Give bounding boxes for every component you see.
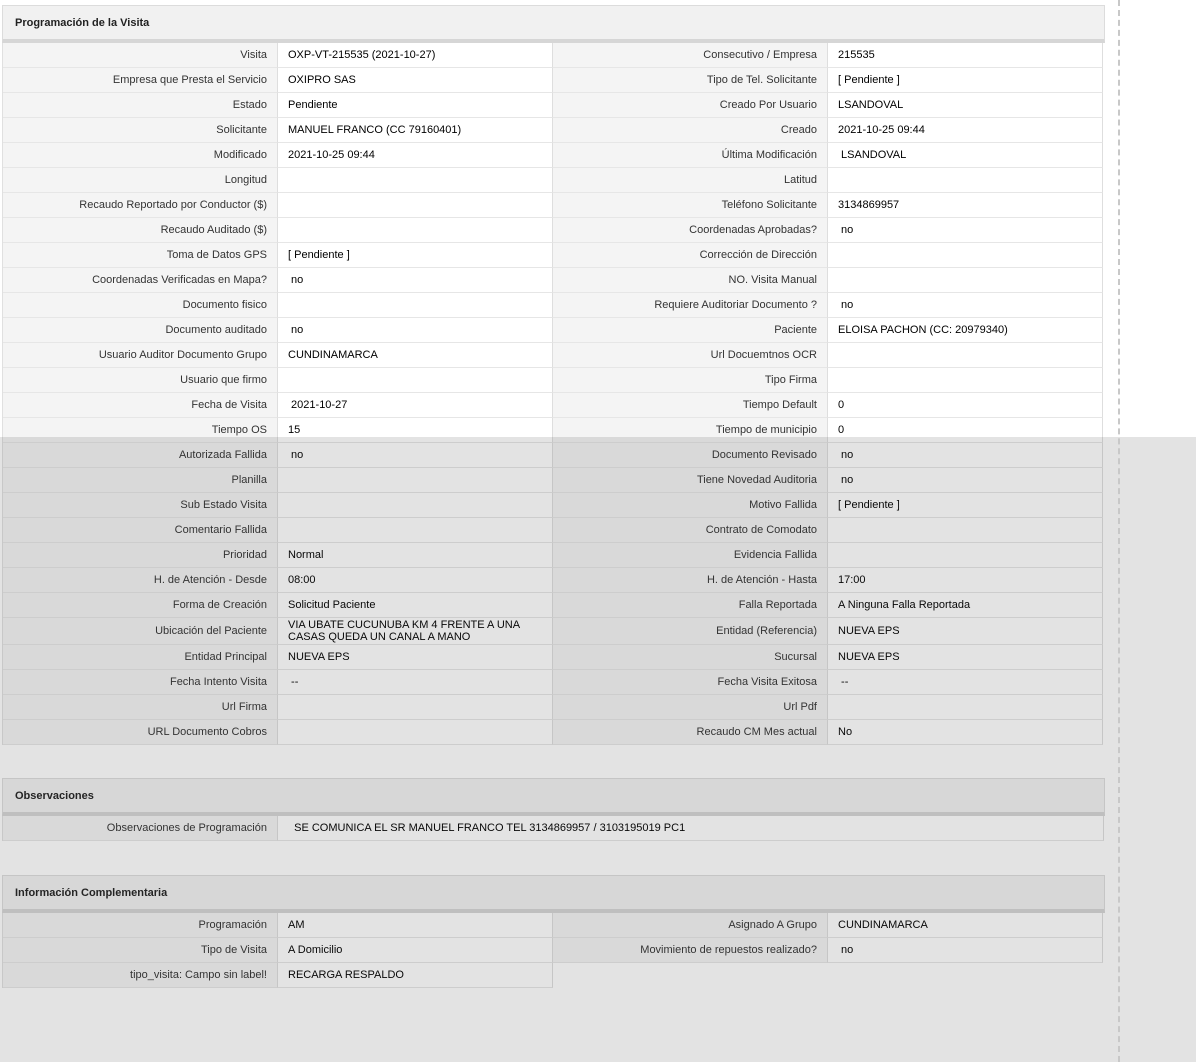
label-text: Tiene Novedad Auditoria [696, 474, 817, 486]
field-label [553, 468, 828, 493]
field-value [828, 268, 1103, 293]
table-row [3, 218, 1105, 243]
field-label [553, 143, 828, 168]
label-text: Creado [780, 124, 817, 136]
field-value [278, 468, 553, 493]
field-label [3, 593, 278, 618]
value-text: CUNDINAMARCA [288, 349, 378, 361]
field-label [553, 913, 828, 938]
field-label [3, 318, 278, 343]
label-text: Coordenadas Aprobadas? [689, 224, 817, 236]
label-text: Tiempo OS [211, 424, 267, 436]
field-label [3, 695, 278, 720]
value-text: Normal [288, 549, 324, 561]
value-text: no [288, 274, 304, 286]
field-label [3, 393, 278, 418]
field-label [553, 418, 828, 443]
table-row [3, 645, 1105, 670]
field-value [278, 518, 553, 543]
section-header-complementaria [2, 875, 1105, 913]
field-value [828, 543, 1103, 568]
value-text: 0 [838, 399, 845, 411]
field-value [278, 963, 553, 988]
label-text: Consecutivo / Empresa [703, 49, 817, 61]
table-row [3, 938, 1105, 963]
label-text: NO. Visita Manual [728, 274, 817, 286]
label-text: Latitud [783, 174, 817, 186]
field-value [828, 695, 1103, 720]
table-row [3, 543, 1105, 568]
value-text: No [838, 726, 853, 738]
observaciones-text: SE COMUNICA EL SR MANUEL FRANCO TEL 3134869957 / 3103195019 PC1 [288, 822, 686, 834]
table-row [3, 518, 1105, 543]
field-label [3, 343, 278, 368]
table-row [3, 816, 1105, 841]
table-row [3, 568, 1105, 593]
label-text: URL Documento Cobros [147, 726, 267, 738]
field-value [828, 670, 1103, 695]
field-label [553, 268, 828, 293]
label-text: Modificado [213, 149, 267, 161]
field-value [828, 568, 1103, 593]
field-label [553, 43, 828, 68]
label-text: Recaudo CM Mes actual [696, 726, 817, 738]
label-text: Corrección de Dirección [699, 249, 817, 261]
field-label [3, 543, 278, 568]
field-label [3, 368, 278, 393]
field-value [278, 618, 553, 645]
label-text: Entidad Principal [184, 651, 267, 663]
field-label [553, 568, 828, 593]
field-label [3, 93, 278, 118]
value-text: AM [288, 919, 305, 931]
dashed-divider [1118, 0, 1120, 1062]
complementaria-grid [2, 913, 1105, 988]
value-text: -- [838, 676, 849, 688]
label-text: Usuario que firmo [180, 374, 267, 386]
table-row [3, 418, 1105, 443]
field-label [3, 243, 278, 268]
field-value [828, 443, 1103, 468]
field-value [828, 368, 1103, 393]
label-text: Tipo de Visita [200, 944, 267, 956]
field-value [828, 393, 1103, 418]
value-text: 0 [838, 424, 845, 436]
label-text: Url Firma [221, 701, 267, 713]
field-value [278, 68, 553, 93]
table-row [3, 243, 1105, 268]
value-text: CUNDINAMARCA [838, 919, 928, 931]
field-label [3, 963, 278, 988]
field-value [828, 218, 1103, 243]
label-text: Solicitante [216, 124, 267, 136]
value-text: A Ninguna Falla Reportada [838, 599, 971, 611]
field-label [553, 93, 828, 118]
value-text: Solicitud Paciente [288, 599, 376, 611]
label-text: Estado [232, 99, 267, 111]
field-value [278, 193, 553, 218]
value-text: 3134869957 [838, 199, 900, 211]
field-label [3, 645, 278, 670]
value-text: ELOISA PACHON (CC: 20979340) [838, 324, 1008, 336]
label-text: Programación [198, 919, 267, 931]
label-text: Fecha Visita Exitosa [717, 676, 817, 688]
value-text: LSANDOVAL [838, 99, 904, 111]
table-row [3, 670, 1105, 695]
label-text: Asignado A Grupo [728, 919, 817, 931]
value-text: 2021-10-25 09:44 [288, 149, 375, 161]
value-text: 08:00 [288, 574, 316, 586]
field-label [3, 193, 278, 218]
table-row [3, 593, 1105, 618]
label-text: Movimiento de repuestos realizado? [640, 944, 817, 956]
table-row [3, 468, 1105, 493]
table-row [3, 43, 1105, 68]
table-row [3, 293, 1105, 318]
field-label [3, 418, 278, 443]
field-value [828, 645, 1103, 670]
value-text: LSANDOVAL [838, 149, 907, 161]
field-label [3, 43, 278, 68]
field-value [828, 913, 1103, 938]
label-text: Empresa que Presta el Servicio [112, 74, 267, 86]
field-value [278, 118, 553, 143]
field-label [3, 938, 278, 963]
label-text: Url Pdf [783, 701, 817, 713]
section-header-observaciones [2, 778, 1105, 816]
section-title: Observaciones [15, 790, 94, 802]
value-text: Pendiente [288, 99, 338, 111]
field-value [278, 816, 1104, 841]
label-text: Ubicación del Paciente [155, 625, 267, 637]
field-label [3, 518, 278, 543]
field-value [828, 93, 1103, 118]
value-text: MANUEL FRANCO (CC 79160401) [288, 124, 462, 136]
label-text: Tiempo Default [742, 399, 817, 411]
field-value [828, 720, 1103, 745]
label-text: Longitud [224, 174, 267, 186]
label-text: Contrato de Comodato [705, 524, 817, 536]
label-text: H. de Atención - Hasta [706, 574, 817, 586]
field-value [828, 343, 1103, 368]
table-row [3, 193, 1105, 218]
value-text: no [838, 474, 854, 486]
field-value [278, 913, 553, 938]
field-label [3, 568, 278, 593]
field-label [553, 68, 828, 93]
field-value [278, 43, 553, 68]
field-label [553, 393, 828, 418]
field-value [828, 518, 1103, 543]
field-label [3, 118, 278, 143]
value-text: no [838, 449, 854, 461]
field-value [828, 143, 1103, 168]
field-value [828, 43, 1103, 68]
field-label [3, 68, 278, 93]
value-text: RECARGA RESPALDO [288, 969, 404, 981]
label-text: Documento auditado [165, 324, 267, 336]
table-row [3, 720, 1105, 745]
field-value [278, 443, 553, 468]
section-header-programacion [2, 5, 1105, 43]
table-row [3, 318, 1105, 343]
value-text: OXIPRO SAS [288, 74, 356, 86]
label-text: H. de Atención - Desde [153, 574, 267, 586]
label-text: tipo_visita: Campo sin label! [130, 969, 267, 981]
field-value [278, 938, 553, 963]
field-value [278, 318, 553, 343]
field-label [3, 720, 278, 745]
field-label [553, 593, 828, 618]
field-value [278, 720, 553, 745]
label-text: Tipo de Tel. Solicitante [706, 74, 817, 86]
label-text: Recaudo Reportado por Conductor ($) [79, 199, 267, 211]
label-text: Documento Revisado [711, 449, 817, 461]
field-value [828, 118, 1103, 143]
value-text: 17:00 [838, 574, 866, 586]
value-text: no [288, 324, 304, 336]
section-title: Información Complementaria [15, 887, 168, 899]
table-row [3, 93, 1105, 118]
field-label [553, 618, 828, 645]
label-text: Documento fisico [182, 299, 267, 311]
value-text: no [838, 299, 854, 311]
label-text: Autorizada Fallida [178, 449, 267, 461]
table-row [3, 913, 1105, 938]
table-row [3, 268, 1105, 293]
field-label [3, 443, 278, 468]
table-row [3, 68, 1105, 93]
field-value [828, 318, 1103, 343]
value-text: NUEVA EPS [288, 651, 350, 663]
label-text: Sucursal [774, 651, 817, 663]
value-text: [ Pendiente ] [838, 74, 900, 86]
field-label [3, 493, 278, 518]
field-value [828, 468, 1103, 493]
label-text: Visita [240, 49, 267, 61]
field-label [3, 618, 278, 645]
field-value [828, 493, 1103, 518]
field-value [278, 268, 553, 293]
table-row [3, 168, 1105, 193]
field-value [828, 168, 1103, 193]
field-label [553, 368, 828, 393]
value-text: no [838, 224, 854, 236]
label-text: Tipo Firma [764, 374, 817, 386]
value-text: OXP-VT-215535 (2021-10-27) [288, 49, 436, 61]
value-text: 215535 [838, 49, 875, 61]
label-text: Última Modificación [721, 149, 817, 161]
field-value [828, 293, 1103, 318]
field-value [278, 343, 553, 368]
value-text: NUEVA EPS [838, 625, 900, 637]
field-label [553, 645, 828, 670]
field-value [278, 93, 553, 118]
label-text: Entidad (Referencia) [716, 625, 817, 637]
field-value [278, 670, 553, 695]
field-label: Observaciones de Programación [3, 816, 278, 841]
value-text: A Domicilio [288, 944, 343, 956]
label-text: Teléfono Solicitante [721, 199, 817, 211]
field-value [828, 593, 1103, 618]
value-text: no [288, 449, 304, 461]
field-label [3, 468, 278, 493]
table-row [3, 393, 1105, 418]
field-label [553, 343, 828, 368]
label-text: Fecha de Visita [191, 399, 267, 411]
field-label [553, 318, 828, 343]
table-row [3, 368, 1105, 393]
observaciones-grid [2, 816, 1105, 841]
label-text: Url Docuemtnos OCR [710, 349, 817, 361]
field-value [278, 293, 553, 318]
field-label [553, 493, 828, 518]
label-text: Planilla [231, 474, 267, 486]
field-value [828, 418, 1103, 443]
field-label [3, 168, 278, 193]
value-text: 2021-10-27 [288, 399, 348, 411]
field-value [828, 243, 1103, 268]
field-value [278, 368, 553, 393]
field-value [278, 168, 553, 193]
field-value [278, 695, 553, 720]
label-text: Toma de Datos GPS [166, 249, 267, 261]
field-label [3, 218, 278, 243]
field-label [3, 913, 278, 938]
value-text: 15 [288, 424, 301, 436]
field-label [553, 670, 828, 695]
field-label [553, 695, 828, 720]
field-label [3, 670, 278, 695]
label-text: Recaudo Auditado ($) [160, 224, 267, 236]
table-row [3, 143, 1105, 168]
field-value [828, 938, 1103, 963]
field-label [553, 938, 828, 963]
field-value [278, 243, 553, 268]
label-text: Paciente [774, 324, 817, 336]
field-value [278, 568, 553, 593]
field-label [553, 293, 828, 318]
field-value [278, 593, 553, 618]
value-text: -- [288, 676, 299, 688]
value-text: no [838, 944, 854, 956]
visit-detail-page [2, 5, 1105, 988]
label-text: Coordenadas Verificadas en Mapa? [92, 274, 267, 286]
label-text: Evidencia Fallida [733, 549, 817, 561]
table-row [3, 618, 1105, 645]
field-label [553, 518, 828, 543]
label-text: Comentario Fallida [174, 524, 267, 536]
label-text: Motivo Fallida [749, 499, 817, 511]
table-row [3, 118, 1105, 143]
field-label [3, 143, 278, 168]
table-row [3, 443, 1105, 468]
field-value [278, 218, 553, 243]
table-row [3, 493, 1105, 518]
table-row [3, 343, 1105, 368]
value-text: NUEVA EPS [838, 651, 900, 663]
table-row [3, 963, 1105, 988]
label-text: Sub Estado Visita [180, 499, 267, 511]
field-label [553, 443, 828, 468]
label-text: Tiempo de municipio [715, 424, 817, 436]
field-label [553, 543, 828, 568]
label-text: Creado Por Usuario [719, 99, 817, 111]
programacion-grid [2, 43, 1105, 745]
field-value [828, 618, 1103, 645]
field-label [553, 168, 828, 193]
table-row [3, 695, 1105, 720]
field-value [278, 543, 553, 568]
value-text: 2021-10-25 09:44 [838, 124, 925, 136]
field-label [553, 193, 828, 218]
label-text: Forma de Creación [172, 599, 267, 611]
section-title: Programación de la Visita [15, 17, 150, 29]
label-text: Usuario Auditor Documento Grupo [98, 349, 267, 361]
value-text: [ Pendiente ] [288, 249, 350, 261]
field-value [828, 193, 1103, 218]
field-label [553, 720, 828, 745]
field-value [278, 418, 553, 443]
label-text: Prioridad [222, 549, 267, 561]
field-value [278, 143, 553, 168]
field-label [553, 118, 828, 143]
field-value [278, 393, 553, 418]
value-text: [ Pendiente ] [838, 499, 900, 511]
field-value [828, 68, 1103, 93]
value-text: VIA UBATE CUCUNUBA KM 4 FRENTE A UNA CASAS QUEDA UN CANAL A MANO [288, 619, 520, 643]
field-value [278, 493, 553, 518]
field-label [553, 243, 828, 268]
label-text: Fecha Intento Visita [169, 676, 267, 688]
label-text: Falla Reportada [738, 599, 817, 611]
label-text: Requiere Auditoriar Documento ? [654, 299, 817, 311]
field-label [3, 293, 278, 318]
field-label [553, 218, 828, 243]
field-value [278, 645, 553, 670]
field-label [3, 268, 278, 293]
